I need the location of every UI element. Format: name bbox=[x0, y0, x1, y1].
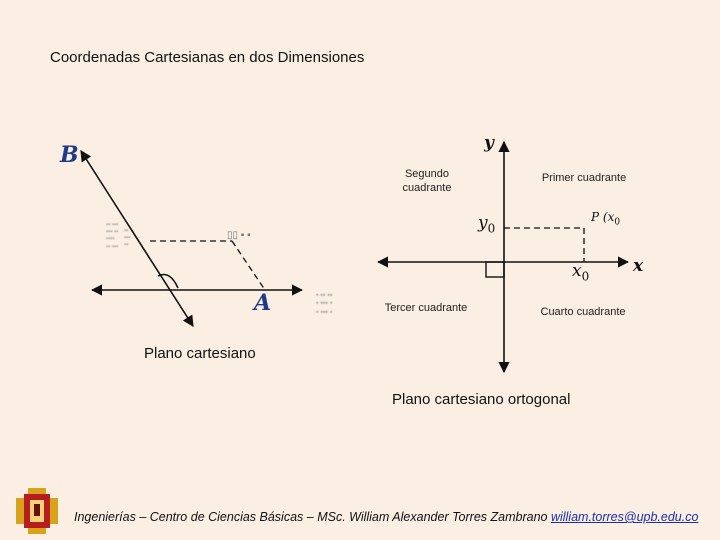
point-p-label bbox=[591, 210, 621, 228]
blurred-formula-left-2: ▪▪ ▪▪▪ ▪▪ bbox=[124, 228, 131, 249]
left-caption: Plano cartesiano bbox=[144, 345, 256, 362]
quadrant-first-label: Primer cuadrante bbox=[541, 172, 627, 184]
y-axis-label: y bbox=[484, 133, 494, 153]
point-p-subscript: 0 bbox=[614, 217, 621, 228]
university-logo bbox=[16, 488, 58, 534]
x-axis-label: x bbox=[633, 256, 644, 276]
blurred-formula-left: ▪▪ ▪▪▪ ▪▪▪ ▪▪ ▪▪▪▪ ▪▪ ▪▪▪ bbox=[106, 222, 119, 250]
blurred-formula-right: ▪ ▪▪ ▪▪ ▪ ▪▪▪ ▪ ▪ ▪▪▪ ▪ bbox=[316, 292, 333, 316]
x0-letter: x bbox=[572, 261, 582, 281]
slide-title: Coordenadas Cartesianas en dos Dimensiones bbox=[50, 49, 365, 66]
footer-text: Ingenierías – Centro de Ciencias Básicas – MSc. William Alexander Torres Zambrano bbox=[74, 510, 551, 524]
y0-subscript: 0 bbox=[487, 221, 496, 236]
projection-dashed-line bbox=[232, 241, 265, 290]
right-angle-marker bbox=[486, 262, 504, 277]
blurred-formula-center: ▯▯ ▪ ▪ bbox=[227, 230, 251, 241]
right-caption: Plano cartesiano ortogonal bbox=[392, 391, 571, 408]
footer-email-link[interactable]: william.torres@upb.edu.co bbox=[550, 510, 699, 524]
quadrant-second-label: Segundo cuadrante bbox=[402, 168, 452, 194]
y0-letter: y bbox=[478, 213, 488, 233]
point-p-text: P (x bbox=[591, 210, 615, 224]
quadrant-fourth-label: Cuarto cuadrante bbox=[540, 306, 626, 318]
quadrant-third-label: Tercer cuadrante bbox=[384, 302, 468, 314]
footer bbox=[74, 510, 698, 524]
x0-subscript: 0 bbox=[581, 269, 590, 284]
point-a-label: A bbox=[254, 290, 272, 316]
point-b-label: B bbox=[60, 142, 79, 168]
x0-label bbox=[572, 261, 589, 283]
y0-label bbox=[478, 213, 495, 235]
